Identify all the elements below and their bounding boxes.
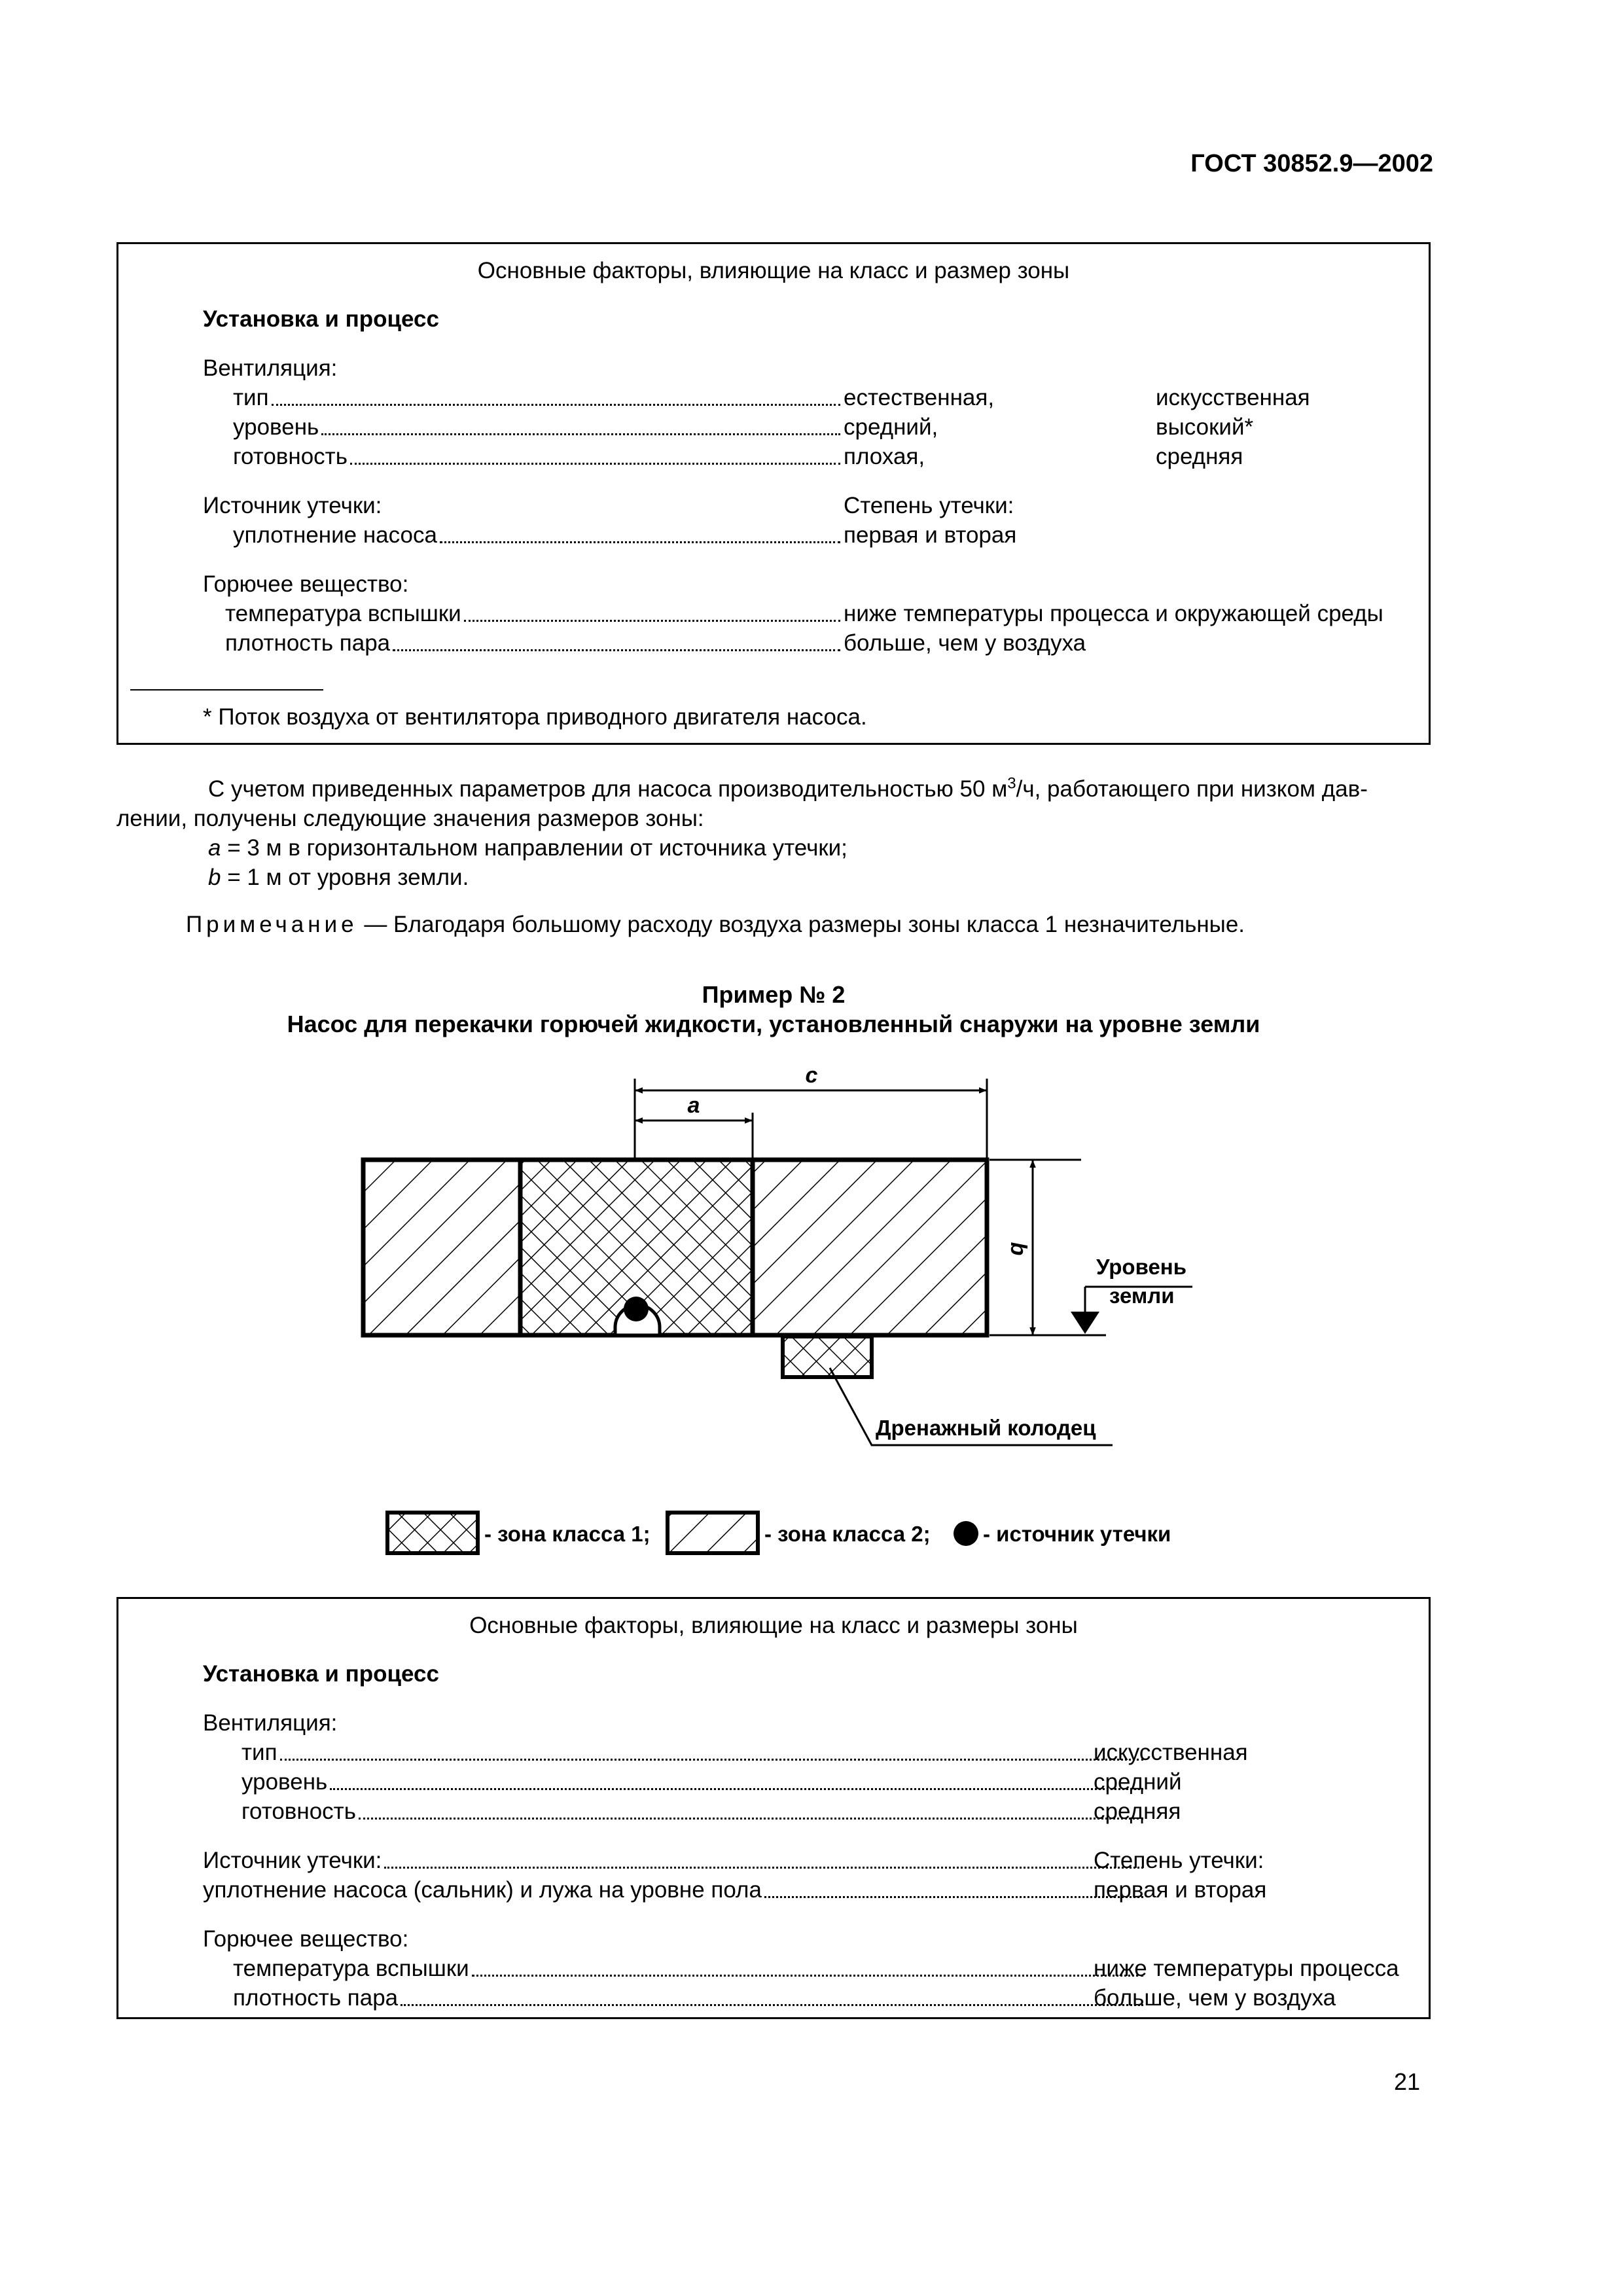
zone-class-2-left [363, 1160, 520, 1335]
ground-label-2: земли [1109, 1283, 1175, 1308]
legend-leak-icon [954, 1521, 978, 1546]
ground-level-icon [1071, 1312, 1099, 1334]
leader-availability: готовность [241, 1797, 1145, 1826]
legend-leak-label: - источник утечки [983, 1522, 1171, 1546]
density-value: больше, чем у воздуха [1094, 1985, 1336, 2011]
example-title: Насос для перекачки горючей жидкости, установленный снаружи на уровне земли [287, 1011, 1260, 1037]
table-caption: Основные факторы, влияющие на класс и размер зоны [477, 258, 1070, 283]
example-number: Пример № 2 [702, 981, 846, 1008]
source-label: Источник утечки: [203, 493, 382, 518]
vent-availability-value: средняя [1094, 1799, 1181, 1824]
leader-source-item: уплотнение насоса (сальник) и лужа на уровне пола [203, 1875, 1145, 1905]
document-code: ГОСТ 30852.9—2002 [1190, 150, 1433, 177]
vent-level-high: высокий* [1156, 414, 1254, 440]
vent-type-natural: естественная, [844, 385, 995, 410]
dim-c-label: c [805, 1063, 818, 1088]
degree-value: первая и вторая [844, 522, 1017, 548]
leader-density: плотность пара [233, 1983, 1145, 2013]
vent-availability-poor: плохая, [844, 444, 925, 469]
legend-zone-2-label: - зона класса 2; [764, 1522, 931, 1546]
vent-type-value: искусственная [1094, 1740, 1248, 1765]
drain-label: Дренажный колодец [876, 1416, 1096, 1440]
leader-level: уровень [233, 412, 842, 442]
factors-table-2 [116, 1597, 1431, 2019]
flash-value: ниже температуры процесса [1094, 1956, 1399, 1981]
ventilation-label: Вентиляция: [203, 355, 338, 381]
paragraph-params-cont: лении, получены следующие значения размеров зоны: [116, 806, 704, 831]
vent-level-medium: средний, [844, 414, 938, 440]
substance-label: Горючее вещество: [203, 1926, 409, 1952]
section-title: Установка и процесс [203, 1661, 439, 1687]
page-number: 21 [1394, 2068, 1421, 2095]
leader-type: тип [241, 1738, 1145, 1767]
vent-availability-medium: средняя [1156, 444, 1243, 469]
dim-a-label: a [687, 1093, 700, 1118]
dim-b-label: b [1006, 1242, 1031, 1256]
legend-zone-1-swatch [387, 1513, 478, 1553]
paragraph-params: С учетом приведенных параметров для насоса производительностью 50 $м^3/ч$, работающего при низком дав- [208, 774, 1368, 802]
leader-flash: температура вспышки [225, 599, 842, 628]
size-b: b = 1 м от уровня земли. [208, 865, 469, 890]
degree-value: первая и вторая [1094, 1877, 1267, 1903]
vent-level-value: средний [1094, 1769, 1182, 1795]
note: Примечание — Благодаря большому расходу воздуха размеры зоны класса 1 незначительные. [186, 912, 1245, 937]
vent-type-artificial: искусственная [1156, 385, 1310, 410]
footnote: * Поток воздуха от вентилятора приводного двигателя насоса. [203, 704, 867, 730]
table-caption: Основные факторы, влияющие на класс и размеры зоны [469, 1613, 1078, 1638]
section-title: Установка и процесс [203, 306, 439, 332]
substance-label: Горючее вещество: [203, 571, 409, 597]
flash-value: ниже температуры процесса и окружающей среды [844, 601, 1383, 626]
ventilation-label: Вентиляция: [203, 1710, 338, 1736]
leader-availability: готовность [233, 442, 842, 471]
legend-zone-1-label: - зона класса 1; [484, 1522, 651, 1546]
size-a: a = 3 м в горизонтальном направлении от источника утечки; [208, 835, 847, 861]
leader-source: Источник утечки: [203, 1846, 1145, 1875]
leader-source: уплотнение насоса [233, 520, 842, 550]
zone-class-2-right [753, 1160, 987, 1335]
leak-source-icon [624, 1297, 649, 1321]
degree-label: Степень утечки: [844, 493, 1014, 518]
leader-flash: температура вспышки [233, 1954, 1145, 1983]
drainage-well [783, 1336, 872, 1377]
leader-type: тип [233, 383, 842, 412]
leader-density: плотность пара [225, 628, 842, 658]
leader-level: уровень [241, 1767, 1145, 1797]
density-value: больше, чем у воздуха [844, 630, 1086, 656]
degree-label: Степень утечки: [1094, 1848, 1264, 1873]
ground-label-1: Уровень [1096, 1255, 1187, 1279]
legend-zone-2-swatch [668, 1513, 758, 1553]
